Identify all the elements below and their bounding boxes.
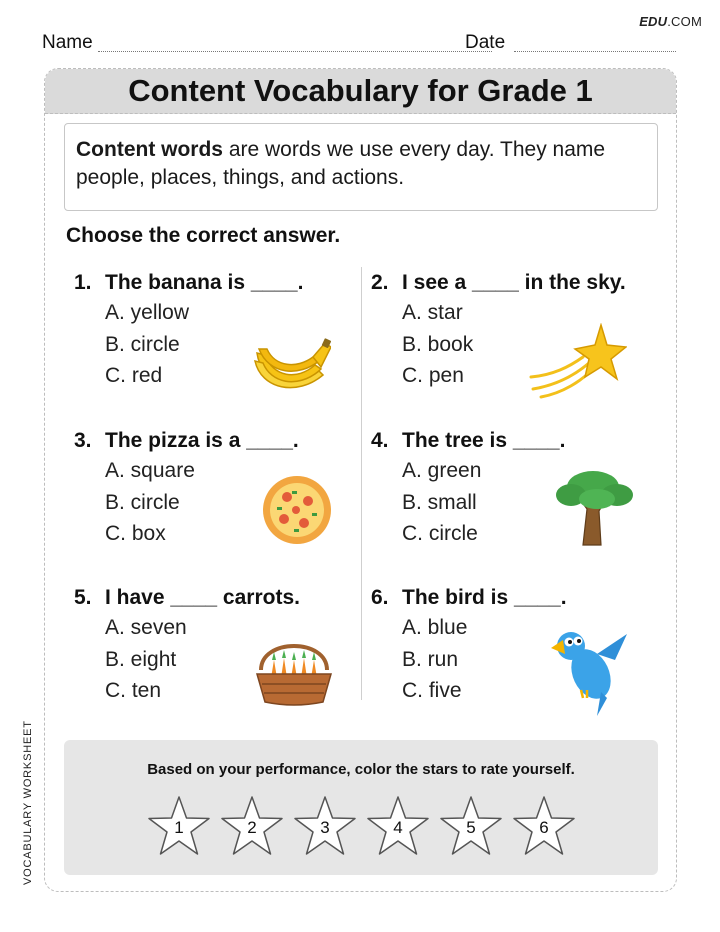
option-a[interactable]: A. square [105,459,195,482]
question-number: 6. [371,586,389,609]
worksheet-frame [44,68,677,892]
definition-text: are words we use every day. They name people, places, things, and actions. [76,138,606,189]
banana-icon [251,331,331,402]
option-b[interactable]: B. small [402,490,477,514]
side-label: VOCABULARY WORKSHEET [22,720,34,885]
star-number: 1 [174,818,184,837]
option-a[interactable]: A. green [402,459,482,482]
star-number: 3 [320,818,330,837]
pizza-icon [262,475,332,550]
option-a[interactable]: A. blue [402,616,468,639]
question-text: The tree is ____. [402,429,566,452]
definition-box [64,123,658,211]
date-field[interactable] [514,51,676,52]
rating-star-4[interactable] [366,795,430,857]
question-text: The banana is ____. [105,271,304,294]
option-b[interactable]: B. eight [105,647,177,671]
name-date-row [42,32,678,56]
option-c[interactable]: C. pen [402,364,464,387]
shooting-star-icon [529,323,627,406]
star-number: 4 [393,818,403,837]
question-text: I see a ____ in the sky. [402,271,626,294]
question-text: The bird is ____. [402,586,567,609]
star-number: 6 [539,818,549,837]
question-number: 3. [74,429,92,452]
option-b[interactable]: B. circle [105,332,180,356]
star-number: 5 [466,818,476,837]
option-c[interactable]: C. red [105,364,163,387]
question-number: 4. [371,429,389,452]
name-label: Name [42,32,93,53]
question-number: 2. [371,271,389,294]
option-b[interactable]: B. circle [105,490,180,514]
date-label: Date [465,32,506,53]
option-c[interactable]: C. ten [105,679,162,702]
option-a[interactable]: A. star [402,301,463,324]
question-text: The pizza is a ____. [105,429,299,452]
question-text: I have ____ carrots. [105,586,300,609]
rating-star-2[interactable] [220,795,284,857]
rating-star-6[interactable] [512,795,576,857]
option-c[interactable]: C. box [105,522,166,545]
question-number: 5. [74,586,92,609]
tree-icon [553,465,635,552]
option-a[interactable]: A. seven [105,616,187,639]
carrot-basket-icon [253,630,335,713]
page-title: Content Vocabulary for Grade 1 [45,69,676,114]
option-c[interactable]: C. circle [402,522,478,545]
bird-icon [545,624,629,723]
option-a[interactable]: A. yellow [105,301,190,324]
rating-instruction: Based on your performance, color the stars to rate yourself. [147,761,575,778]
definition-term: Content words [76,138,223,161]
rating-star-5[interactable] [439,795,503,857]
option-b[interactable]: B. run [402,647,459,671]
brand-logo: EDU.COM [639,14,702,29]
question-number: 1. [74,271,92,294]
star-number: 2 [247,818,257,837]
name-field[interactable] [98,51,492,52]
option-c[interactable]: C. five [402,679,462,702]
instruction: Choose the correct answer. [66,224,341,247]
option-b[interactable]: B. book [402,332,474,356]
rating-star-1[interactable] [147,795,211,857]
self-rating-panel [64,740,658,875]
rating-star-3[interactable] [293,795,357,857]
